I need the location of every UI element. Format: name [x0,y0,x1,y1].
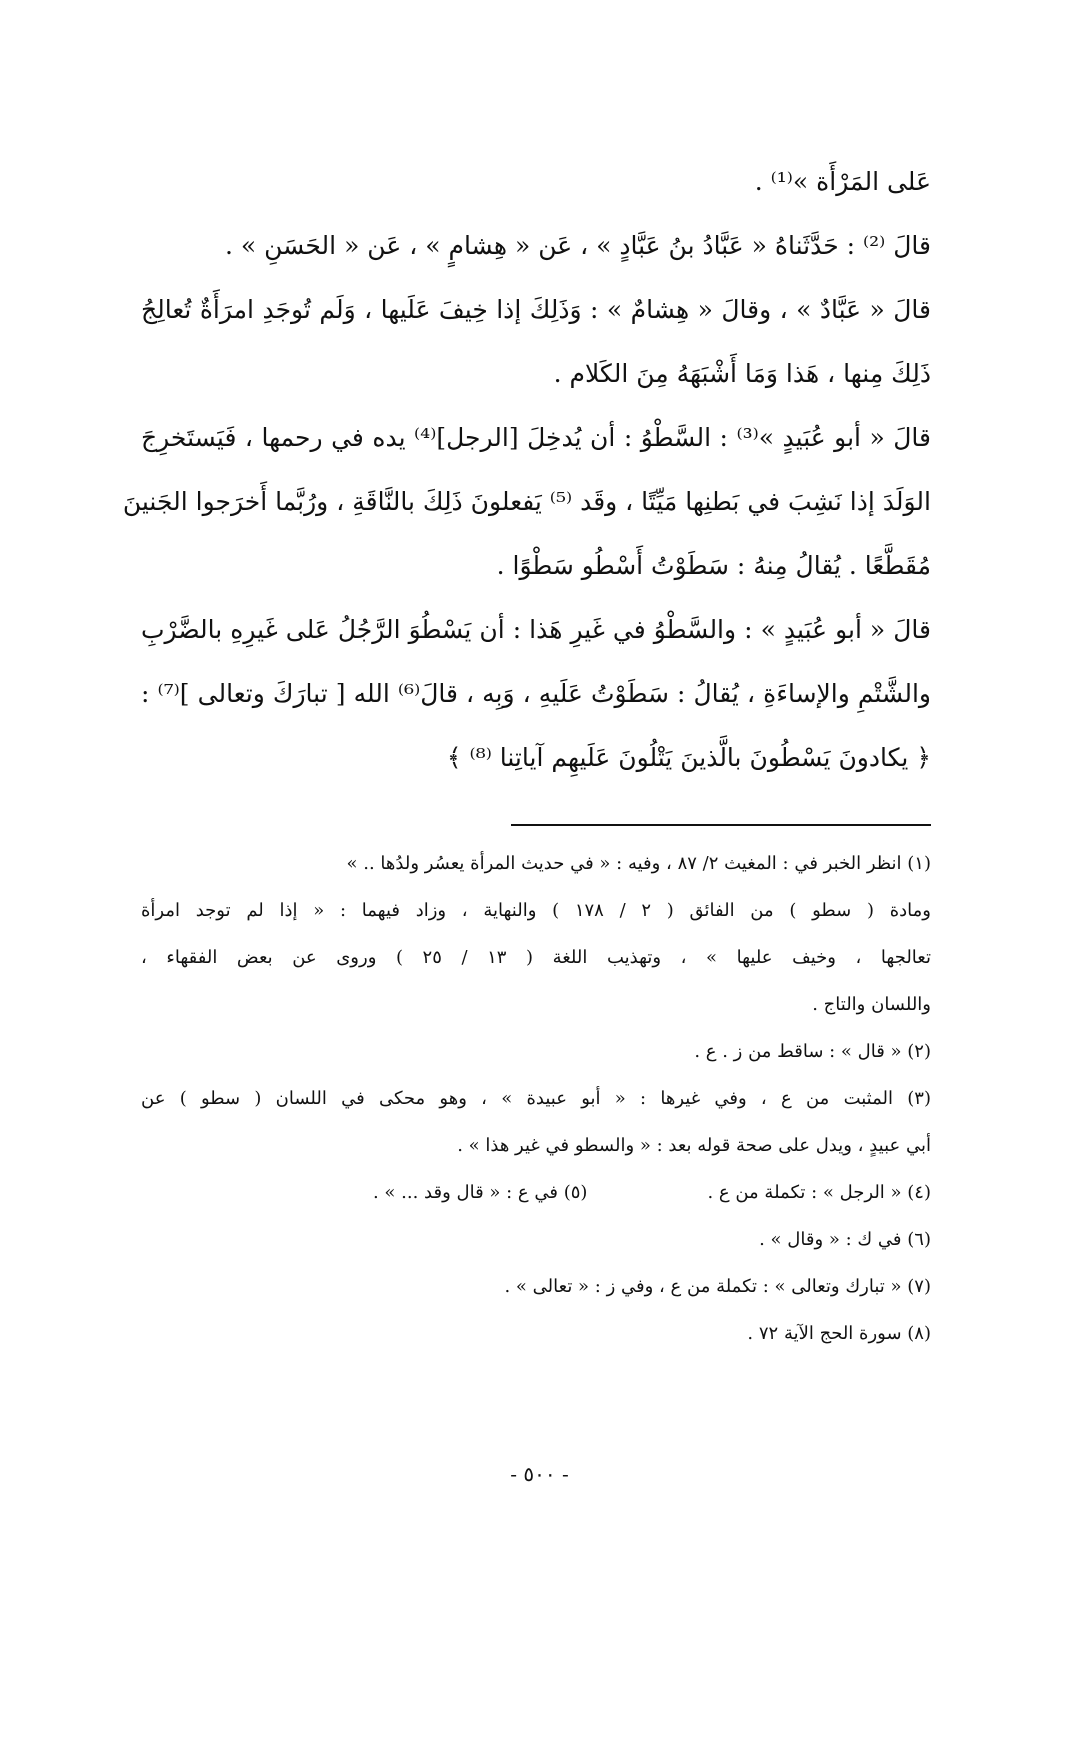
footnote-4-5-row [141,1169,931,1216]
footnote-1-line-3: تعالجها ، وخيف عليها » ، وتهذيب اللغة ( ١٣ / ٢٥ ) وروى عن بعض الفقهاء ، [141,947,931,968]
text-line-6: الوَلَدَ إذا نَشِبَ في بَطنِها مَيِّتًا ، وقَد ⁽⁵⁾ يَفعلونَ ذَلِكَ بالنَّاقَةِ ، ورُبَّما أَخرَجوا الجَنينَ [122,487,931,516]
text-line-8: قالَ « أبو عُبَيدٍ » : والسَّطْوُ في غَيرِ هَذا : أن يَسْطُوَ الرَّجُلُ عَلى غَيرِهِ بالضَّرْبِ [141,615,931,644]
quran-verse-line: ﴿ يكادونَ يَسْطُونَ بالَّذينَ يَتْلُونَ عَلَيهِم آياتِنا ⁽⁸⁾ ﴾ [446,743,931,772]
text-line-5: قالَ « أبو عُبَيدٍ »⁽³⁾ : السَّطْوُ : أن يُدخِلَ [الرجل]⁽⁴⁾ يده في رحمها ، فَيَستَخرِجَ [141,423,931,452]
footnote-8: (٨) سورة الحج الآية ٧٢ . [747,1323,931,1344]
text-line-4: ذَلِكَ مِنها ، هَذا وَمَا أَشْبَهَهُ مِنَ الكَلام . [553,359,931,388]
footnote-3-line-1: (٣) المثبت من ع ، وفي غيرها : « أبو عبيدة » ، وهو محكى في اللسان ( سطو ) عن [141,1088,931,1109]
footnote-3-line-2: أبي عبيدٍ ، ويدل على صحة قوله بعد : « والسطو في غير هذا » . [457,1135,931,1156]
main-text [122,150,931,790]
text-line-1: عَلى المَرْأَة »⁽¹⁾ . [754,167,931,196]
footnote-1-line-1: (١) انظر الخبر في : المغيث ٢/ ٨٧ ، وفيه : « في حديث المرأة يعسُر ولدُها .. » [346,853,931,874]
text-line-2: قالَ ⁽²⁾ : حَدَّثَناهُ « عَبَّادُ بنُ عَبَّادٍ » ، عَن « هِشامٍ » ، عَن « الحَسَنِ » . [224,231,931,260]
page-number: - ٥٠٠ - [510,1462,569,1486]
footnote-1-line-2: ومادة ( سطو ) من الفائق ( ٢ / ١٧٨ ) والنهاية ، وزاد فيهما : « إذا لم توجد امرأة [141,900,931,921]
footnote-4: (٤) « الرجل » : تكملة من ع . [707,1182,931,1203]
text-line-7: مُقَطَّعًا . يُقالُ مِنهُ : سَطَوْتُ أَسْطُو سَطْوًا . [496,551,931,580]
footnotes [141,840,931,1357]
footnote-2: (٢) « قال » : ساقط من ز . ع . [694,1041,931,1062]
footnote-separator [511,824,931,826]
footnote-5: (٥) في ع : « قال وقد ... » . [372,1182,588,1203]
text-line-3: قالَ « عَبَّادٌ » ، وقالَ « هِشامٌ » : وَذَلِكَ إذا خِيفَ عَلَيها ، وَلَم تُوجَدِ امرَأَةٌ تُعالِجُ [141,295,931,324]
footnote-6: (٦) في ك : « وقال » . [759,1229,931,1250]
footnote-7: (٧) « تبارك وتعالى » : تكملة من ع ، وفي ز : « تعالى » . [504,1276,931,1297]
footnote-1-line-4: واللسان والتاج . [812,994,931,1015]
text-line-9: والشَّتْمِ والإساءَةِ ، يُقالُ : سَطَوْتُ عَلَيهِ ، وَبِه ، قالَ⁽⁶⁾ الله [ تبارَكَ وتعالى ]⁽⁷⁾ : [141,679,931,708]
